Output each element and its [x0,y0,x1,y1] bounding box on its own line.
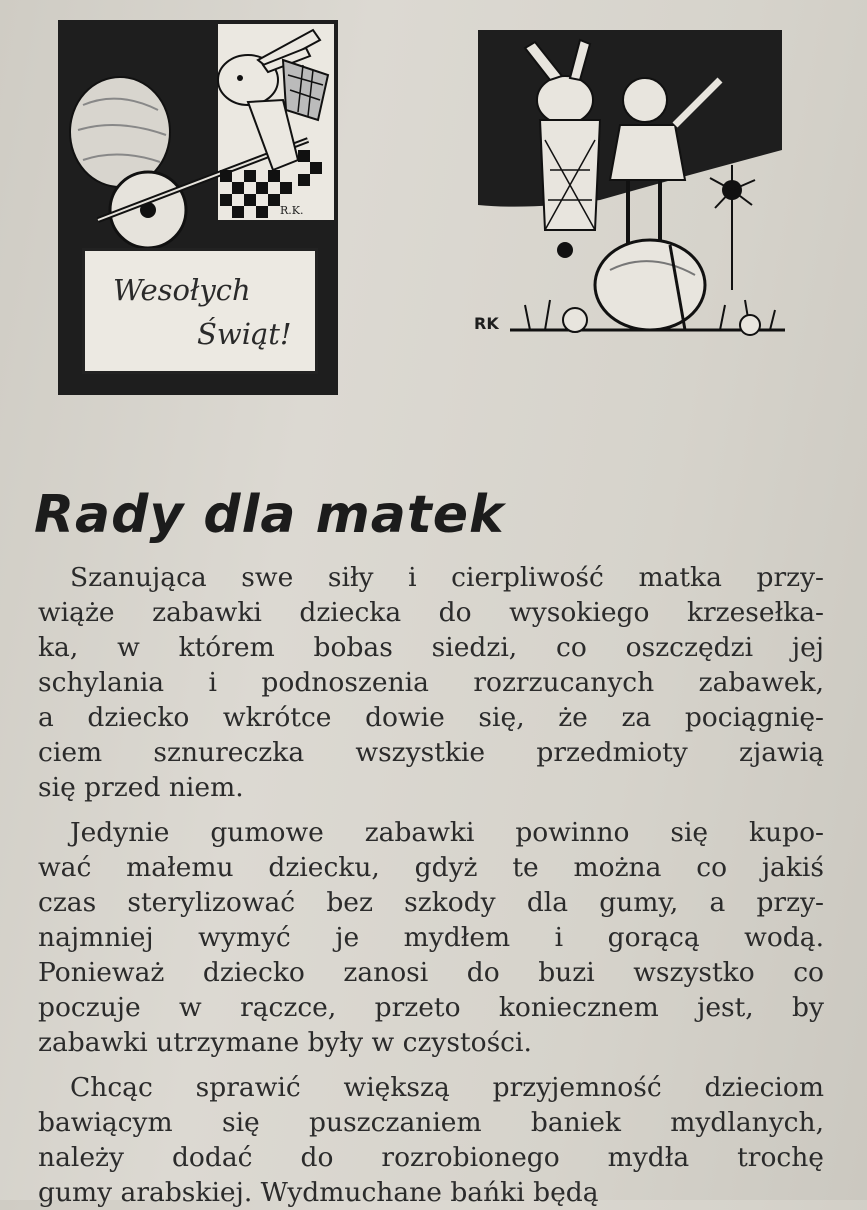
greeting-card [82,248,318,374]
artist-signature-right: RK [474,314,499,333]
article-line: Ponieważ dziecko zanosi do buzi wszystko co [38,957,824,988]
greeting-line-1: Wesołych [113,273,251,307]
article-line: się przed niem. [38,772,244,803]
article-line: bawiącym się puszczaniem baniek mydlanych, [38,1107,824,1138]
article-line: czas sterylizować bez szkody dla gumy, a przy- [38,887,824,918]
article-line: Jedynie gumowe zabawki powinno się kupo- [70,817,824,848]
article-line: Chcąc sprawić większą przyjemność dzieciom [70,1072,824,1103]
article-line: Szanująca swe siły i cierpliwość matka przy- [70,562,824,593]
paragraph-gap [38,1060,824,1070]
article-line: wać małemu dziecku, gdyż te można co jakiś [38,852,824,883]
artist-signature-left: R.K. [280,204,304,217]
greeting-line-2: Świąt! [197,317,292,351]
article-line: gumy arabskiej. Wydmuchane bańki będą [38,1177,599,1208]
article-line: wiąże zabawki dziecka do wysokiego krzesełka- [38,597,824,628]
article-line: a dziecko wkrótce dowie się, że za pociągnię- [38,702,824,733]
article-line: schylania i podnoszenia rozrzucanych zabawek, [38,667,824,698]
article-line: należy dodać do rozrobionego mydła trochę [38,1142,824,1173]
article-paragraphs [38,560,824,1210]
article-line: ka, w którem bobas siedzi, co oszczędzi jej [38,632,824,663]
easter-rabbit-child-illustration [470,30,785,350]
article-line: zabawki utrzymane były w czystości. [38,1027,532,1058]
article-line: poczuje w rączce, przeto koniecznem jest, by [38,992,824,1023]
article-line: najmniej wymyć je mydłem i gorącą wodą. [38,922,824,953]
article-body [38,560,824,1210]
article-title: Rady dla matek [34,485,505,545]
paragraph-gap [38,805,824,815]
article-line: ciem sznureczka wszystkie przedmioty zjawią [38,737,824,768]
